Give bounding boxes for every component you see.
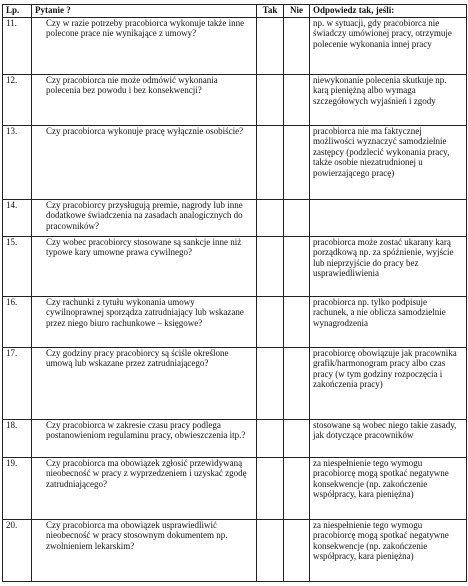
no-cell[interactable] xyxy=(284,126,310,200)
header-question: Pytanie ? xyxy=(32,5,257,18)
question-cell: Czy godziny pracy pracobiorcy są ściśle określone umową lub wskazane przez zatrudniającego? xyxy=(32,348,257,420)
row-number: 13. xyxy=(3,126,32,200)
header-yes: Tak xyxy=(257,5,284,18)
table-row xyxy=(3,520,467,582)
answer-hint-cell: stosowane są wobec niego takie zasady, jak dotyczące pracowników xyxy=(310,420,467,458)
answer-hint-cell: pracobiorcę obowiązuje jak pracownika grafik/harmonogram pracy albo czas pracy (w tym godziny rozpoczęcia i zakończenia pracy) xyxy=(310,348,467,420)
yes-cell[interactable] xyxy=(257,18,284,75)
yes-cell[interactable] xyxy=(257,75,284,126)
answer-hint-cell xyxy=(310,200,467,237)
row-number: 18. xyxy=(3,420,32,458)
no-cell[interactable] xyxy=(284,458,310,520)
table-row xyxy=(3,237,467,297)
answer-hint-cell: pracobiorca może zostać ukarany karą porządkową np. za spóźnienie, wyjście lub nieprzyjście do pracy bez usprawiedliwienia xyxy=(310,237,467,297)
answer-hint-cell: za niespełnienie tego wymogu pracobiorcę mogą spotkać negatywne konsekwencje (np. zakończenie współpracy, kara pieniężna) xyxy=(310,458,467,520)
row-number: 15. xyxy=(3,237,32,297)
question-cell: Czy w razie potrzeby pracobiorca wykonuje także inne polecone prace nie wynikające z umowy? xyxy=(32,18,257,75)
row-number: 14. xyxy=(3,200,32,237)
question-cell: Czy pracobiorcy przysługują premie, nagrody lub inne dodatkowe świadczenia na zasadach analogicznych do pracowników? xyxy=(32,200,257,237)
row-number: 11. xyxy=(3,18,32,75)
no-cell[interactable] xyxy=(284,348,310,420)
questionnaire-table xyxy=(2,4,467,582)
row-number: 12. xyxy=(3,75,32,126)
table-row xyxy=(3,348,467,420)
no-cell[interactable] xyxy=(284,297,310,348)
answer-hint-cell: niewykonanie polecenia skutkuje np. karą pieniężną albo wymaga szczegółowych wyjaśnień i zgody xyxy=(310,75,467,126)
table-row xyxy=(3,297,467,348)
yes-cell[interactable] xyxy=(257,420,284,458)
yes-cell[interactable] xyxy=(257,348,284,420)
question-cell: Czy pracobiorca wykonuje pracę wyłącznie osobiście? xyxy=(32,126,257,200)
answer-hint-cell: za niespełnienie tego wymogu pracobiorcę mogą spotkać negatywne konsekwencje (np. zakończenie współpracy, kara pieniężna) xyxy=(310,520,467,582)
no-cell[interactable] xyxy=(284,75,310,126)
no-cell[interactable] xyxy=(284,18,310,75)
header-lp: Lp. xyxy=(3,5,32,18)
table-row xyxy=(3,420,467,458)
question-cell: Czy pracobiorca nie może odmówić wykonania polecenia bez powodu i bez konsekwencji? xyxy=(32,75,257,126)
no-cell[interactable] xyxy=(284,520,310,582)
table-row xyxy=(3,18,467,75)
no-cell[interactable] xyxy=(284,237,310,297)
answer-hint-cell: pracobiorca nie ma faktycznej możliwości wyznaczyć samodzielnie zastępcy (podzlecić wykonania pracy, także osobie niezatrudnionej u powierzającego pracę) xyxy=(310,126,467,200)
yes-cell[interactable] xyxy=(257,520,284,582)
question-cell: Czy wobec pracobiorcy stosowane są sankcje inne niż typowe kary umowne prawa cywilnego? xyxy=(32,237,257,297)
header-row xyxy=(3,5,467,18)
no-cell[interactable] xyxy=(284,200,310,237)
question-cell: Czy pracobiorca w zakresie czasu pracy podlega postanowieniom regulaminu pracy, obwieszczenia itp.? xyxy=(32,420,257,458)
table-row xyxy=(3,126,467,200)
answer-hint-cell: pracobiorca np. tylko podpisuje rachunek, a nie oblicza samodzielnie wynagrodzenia xyxy=(310,297,467,348)
answer-hint-cell: np. w sytuacji, gdy pracobiorca nie świadczy umówionej pracy, otrzymuje polecenie wykonania innej pracy xyxy=(310,18,467,75)
row-number: 17. xyxy=(3,348,32,420)
table-row xyxy=(3,458,467,520)
header-no: Nie xyxy=(284,5,310,18)
row-number: 20. xyxy=(3,520,32,582)
yes-cell[interactable] xyxy=(257,237,284,297)
yes-cell[interactable] xyxy=(257,297,284,348)
yes-cell[interactable] xyxy=(257,200,284,237)
no-cell[interactable] xyxy=(284,420,310,458)
question-cell: Czy pracobiorca ma obowiązek zgłosić przewidywaną nieobecność w pracy z wyprzedzeniem i uzyskać zgodę zatrudniającego? xyxy=(32,458,257,520)
yes-cell[interactable] xyxy=(257,126,284,200)
table-row xyxy=(3,200,467,237)
table-row xyxy=(3,75,467,126)
yes-cell[interactable] xyxy=(257,458,284,520)
header-answer: Odpowiedz tak, jeśli: xyxy=(310,5,467,18)
row-number: 19. xyxy=(3,458,32,520)
row-number: 16. xyxy=(3,297,32,348)
question-cell: Czy rachunki z tytułu wykonania umowy cywilnoprawnej sporządza zatrudniający lub wskazane przez niego biuro rachunkowe – księgowe? xyxy=(32,297,257,348)
question-cell: Czy pracobiorca ma obowiązek usprawiedliwić nieobecność w pracy stosownym dokumentem np. zwolnieniem lekarskim? xyxy=(32,520,257,582)
